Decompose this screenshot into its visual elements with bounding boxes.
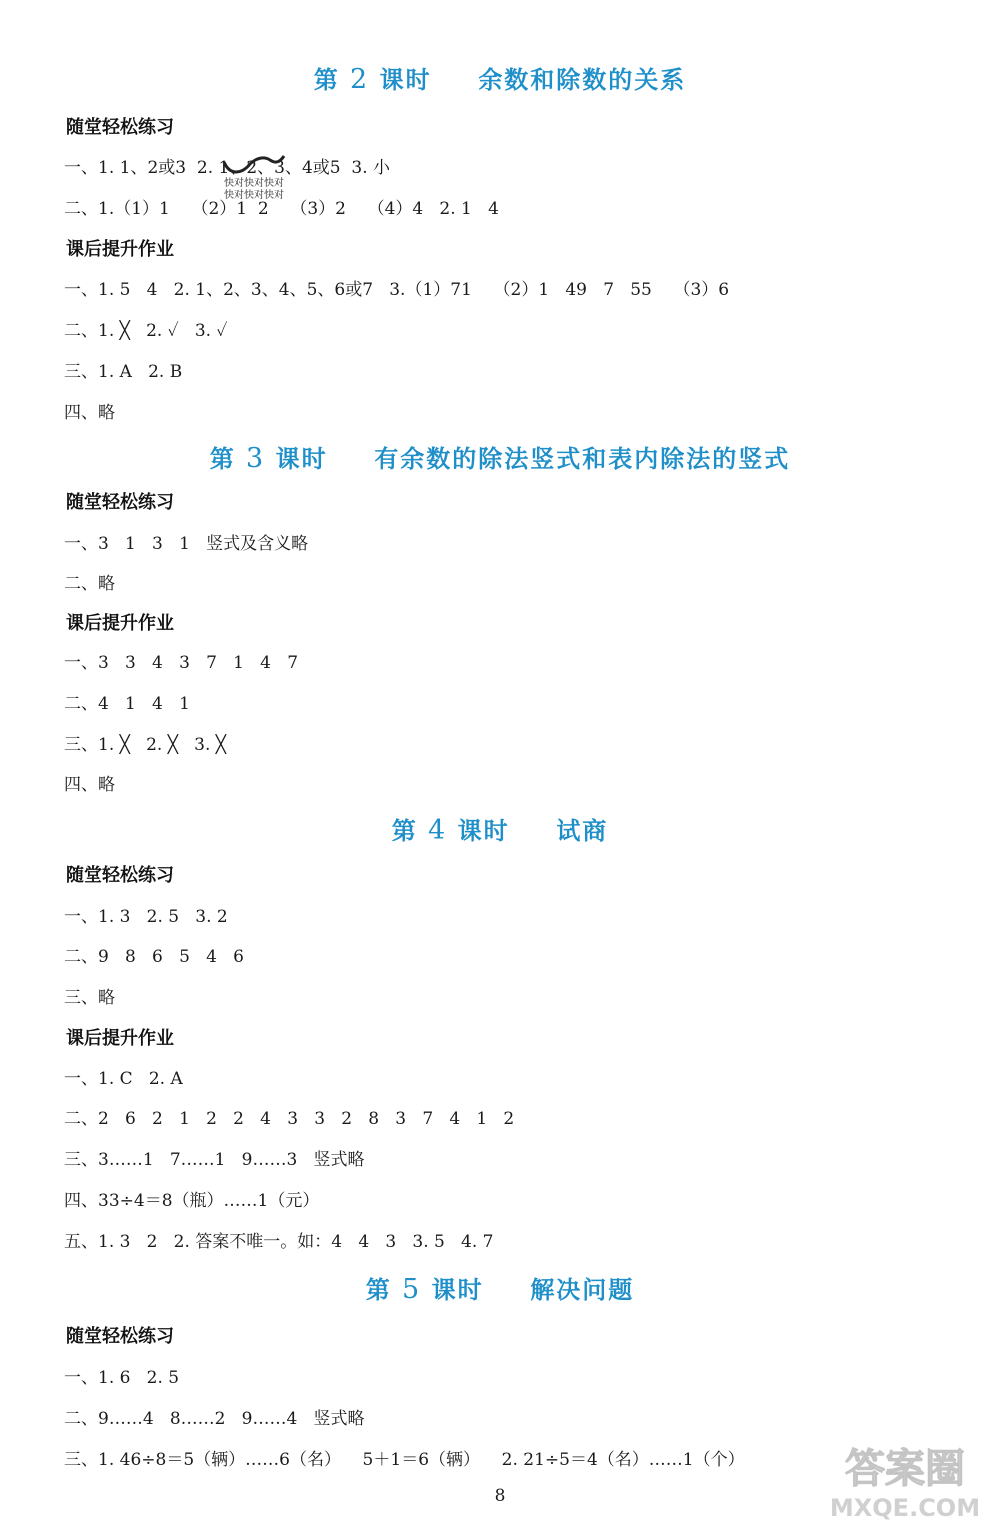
answer-line: 三、略 bbox=[64, 988, 115, 1008]
answer-line: 一、3 1 3 1 竖式及含义略 bbox=[64, 534, 309, 554]
answer-line: 二、9 8 6 5 4 6 bbox=[64, 947, 244, 967]
section-4-heading bbox=[0, 811, 1000, 846]
subsection-label: 随堂轻松练习 bbox=[66, 1326, 174, 1347]
subsection-label: 随堂轻松练习 bbox=[66, 492, 174, 513]
pen-scribble-mark bbox=[220, 150, 286, 176]
svg-text:MXQE.COM: MXQE.COM bbox=[829, 1494, 981, 1522]
answer-line: 三、1. A 2. B bbox=[64, 362, 183, 382]
answer-line: 二、9……4 8……2 9……4 竖式略 bbox=[64, 1409, 365, 1429]
answer-line: 一、1. 5 4 2. 1、2、3、4、5、6或7 3.（1）71 （2）1 49 7 55 （3）6 bbox=[64, 280, 730, 300]
section-3-heading bbox=[0, 439, 1000, 474]
svg-text:答案圈: 答案圈 bbox=[845, 1446, 965, 1492]
answer-line: 四、33÷4＝8（瓶）……1（元） bbox=[64, 1191, 320, 1211]
answer-line: 一、1. C 2. A bbox=[64, 1069, 183, 1089]
answer-line: 一、1. 1、2或3 2. 1、2、3、4或5 3. 小 bbox=[64, 158, 391, 178]
heading-topic: 余数和除数的关系 bbox=[478, 66, 687, 94]
heading-topic: 有余数的除法竖式和表内除法的竖式 bbox=[374, 445, 791, 473]
answer-line: 二、1.（1）1 （2）1 2 （3）2 （4）4 2. 1 4 bbox=[64, 199, 499, 219]
answer-line: 三、1. 46÷8＝5（辆）……6（名） 5＋1＝6（辆） 2. 21÷5＝4（名）……1（个） bbox=[64, 1450, 745, 1470]
answer-line: 二、4 1 4 1 bbox=[64, 694, 190, 714]
stamp-line: 快对快对快对 bbox=[224, 178, 284, 189]
subsection-label: 课后提升作业 bbox=[66, 613, 174, 634]
subsection-label: 随堂轻松练习 bbox=[66, 117, 174, 138]
stamp-text bbox=[224, 178, 284, 202]
subsection-label: 随堂轻松练习 bbox=[66, 865, 174, 886]
heading-prefix: 第 bbox=[365, 1276, 392, 1304]
answer-line: 一、1. 6 2. 5 bbox=[64, 1368, 180, 1388]
heading-number: 5 bbox=[402, 1274, 422, 1305]
heading-lesson: 课时 bbox=[431, 1276, 484, 1304]
answer-line: 二、1. ╳ 2. ✓ 3. ✓ bbox=[64, 321, 228, 341]
heading-prefix: 第 bbox=[313, 66, 340, 94]
subsection-label: 课后提升作业 bbox=[66, 239, 174, 260]
answer-line: 二、略 bbox=[64, 574, 115, 594]
heading-prefix: 第 bbox=[391, 817, 418, 845]
watermark-logo bbox=[820, 1436, 990, 1526]
heading-number: 3 bbox=[246, 443, 266, 474]
heading-topic: 解决问题 bbox=[530, 1276, 635, 1304]
heading-number: 4 bbox=[428, 815, 448, 846]
heading-prefix: 第 bbox=[209, 445, 236, 473]
answer-line: 五、1. 3 2 2. 答案不唯一。如：4 4 3 3. 5 4. 7 bbox=[64, 1232, 494, 1252]
heading-lesson: 课时 bbox=[275, 445, 328, 473]
heading-topic: 试商 bbox=[556, 817, 609, 845]
heading-lesson: 课时 bbox=[379, 66, 432, 94]
subsection-label: 课后提升作业 bbox=[66, 1028, 174, 1049]
stamp-line: 快对快对快对 bbox=[224, 190, 284, 201]
heading-lesson: 课时 bbox=[457, 817, 510, 845]
section-2-heading bbox=[0, 60, 1000, 95]
answer-line: 一、3 3 4 3 7 1 4 7 bbox=[64, 653, 299, 673]
heading-number: 2 bbox=[350, 64, 370, 95]
section-5-heading bbox=[0, 1270, 1000, 1305]
answer-line: 三、1. ╳ 2. ╳ 3. ╳ bbox=[64, 735, 226, 755]
answer-line: 二、2 6 2 1 2 2 4 3 3 2 8 3 7 4 1 2 bbox=[64, 1109, 515, 1129]
answer-line: 三、3……1 7……1 9……3 竖式略 bbox=[64, 1150, 365, 1170]
answer-line: 四、略 bbox=[64, 403, 115, 423]
answer-line: 一、1. 3 2. 5 3. 2 bbox=[64, 907, 228, 927]
answer-line: 四、略 bbox=[64, 775, 115, 795]
page-number: 8 bbox=[494, 1486, 506, 1506]
